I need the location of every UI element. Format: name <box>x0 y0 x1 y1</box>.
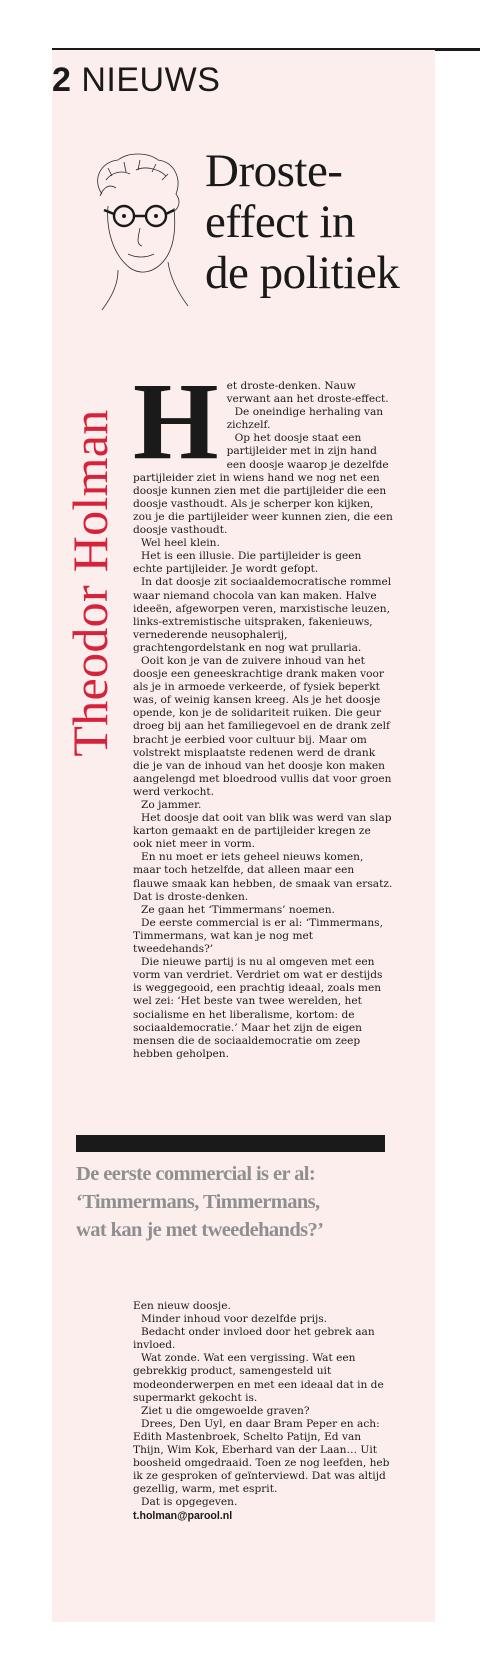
pullquote-line: wat kan je met tweedehands?’ <box>76 1219 324 1241</box>
paragraph: Het is een illusie. Die partijleider is geen echte partijleider. Je wordt gefopt. <box>133 550 362 576</box>
article-body <box>133 360 393 1061</box>
headline <box>205 146 430 299</box>
pullquote-bar <box>76 1135 385 1152</box>
paragraph: Bedacht onder invloed door het gebrek aan invloed. <box>133 1326 375 1352</box>
headline-line: Droste- <box>205 145 343 197</box>
paragraph: Die nieuwe partij is nu al omgeven met een vorm van verdriet. Verdriet om wat er destijds is weggegooid, een prachtig ideaal, zoals men wel zei: ‘Het beste van twee werelden, het socialisme en het liberalisme, kortom: de sociaaldemocratie.’ Maar het zijn de eigen mensen die de sociaaldemocratie om zeep hebben geholpen. <box>133 956 383 1060</box>
author-email[interactable]: t.holman@parool.nl <box>133 1509 233 1522</box>
paragraph: Zo jammer. <box>141 799 202 811</box>
pullquote-line: De eerste commercial is er al: <box>76 1163 316 1185</box>
paragraph: Ooit kon je van de zuivere inhoud van het doosje een geneeskrachtige drank maken voor als je in armoede verkeerde, of fysiek beperkt was, of weinig kansen kreeg. Als je het doosje opende, kon je de solidariteit ruiken. Die geur droeg bij aan het familiegevoel en de drank zelf bracht je eerbied voor cultuur bij. Maar om volstrekt misplaatste redenen werd de drank die je van de inhoud van het doosje kon maken aangelengd met bloedrood vullis dat voor groen werd verkocht. <box>133 654 392 798</box>
paragraph: Een nieuw doosje. <box>133 1300 231 1312</box>
pullquote-line: ‘Timmermans, Timmermans, <box>76 1191 320 1213</box>
author-byline <box>58 380 122 785</box>
section-header <box>52 62 220 98</box>
author-portrait <box>78 150 190 318</box>
article-body-continued <box>133 1300 393 1523</box>
paragraph: Ziet u die omgewoelde graven? <box>141 1404 310 1417</box>
paragraph: Het doosje dat ooit van blik was werd van slap karton gemaakt en de partijleider kregen ze ook niet meer in vorm. <box>133 812 392 851</box>
author-name: Theodor Holman <box>62 408 118 757</box>
drop-cap: H <box>133 360 219 482</box>
paragraph: Op het doosje staat een partijleider met in zijn hand een doosje waarop je dezelfde partijleider ziet in wiens hand we nog net een doosje kunnen zien met die partijleider die een doosje vasthoudt. Als je scherper kon kijken, zou je die partijleider weer kunnen zien, die een doosje vasthoudt. <box>133 432 393 537</box>
paragraph: Wat zonde. Wat een vergissing. Wat een gebrekkig product, samengesteld uit modeonderwerpen en met een ideaal dat in de supermarkt gekocht is. <box>133 1352 384 1404</box>
paragraph: Drees, Den Uyl, en daar Bram Peper en ach: Edith Mastenbroek, Schelto Patijn, Ed van Thijn, Wim Kok, Eberhard van der Laan… Uit boosheid omgedraaid. Toen ze nog leefden, heb ik ze gesproken of geïnterviewd. Dat was altijd gezellig, warm, met esprit. <box>133 1417 390 1496</box>
paragraph: De oneindige herhaling van zichzelf. <box>226 406 384 432</box>
paragraph: et droste-denken. Nauw verwant aan het droste-effect. <box>226 380 389 406</box>
paragraph: De eerste commercial is er al: ‘Timmermans, Timmermans, wat kan je nog met tweedehands?’ <box>133 916 383 956</box>
paragraph: En nu moet er iets geheel nieuws komen, maar toch hetzelfde, dat alleen maar een flauwe smaak kan hebben, de smaak van ersatz. Dat is droste-denken. <box>133 851 393 903</box>
paragraph: Wel heel klein. <box>141 537 220 550</box>
paragraph: Dat is opgegeven. <box>141 1496 238 1509</box>
paragraph: Minder inhoud voor dezelfde prijs. <box>141 1313 328 1326</box>
top-rule-right <box>435 48 480 51</box>
headline-line: de politiek <box>205 247 400 299</box>
pullquote <box>76 1160 406 1244</box>
page-number: 2 <box>52 61 72 99</box>
paragraph: Ze gaan het ‘Timmermans’ noemen. <box>141 903 335 916</box>
headline-line: effect in <box>205 196 355 248</box>
paragraph: In dat doosje zit sociaaldemocratische rommel waar niemand chocola van kan maken. Halve ideeën, afgeworpen veren, marxistische leuzen, links-extremistische uitspraken, fakenieuws, vernederende neusophalerij, grachtengordelstank en nog wat prullaria. <box>133 576 392 654</box>
section-label: NIEUWS <box>81 61 221 99</box>
